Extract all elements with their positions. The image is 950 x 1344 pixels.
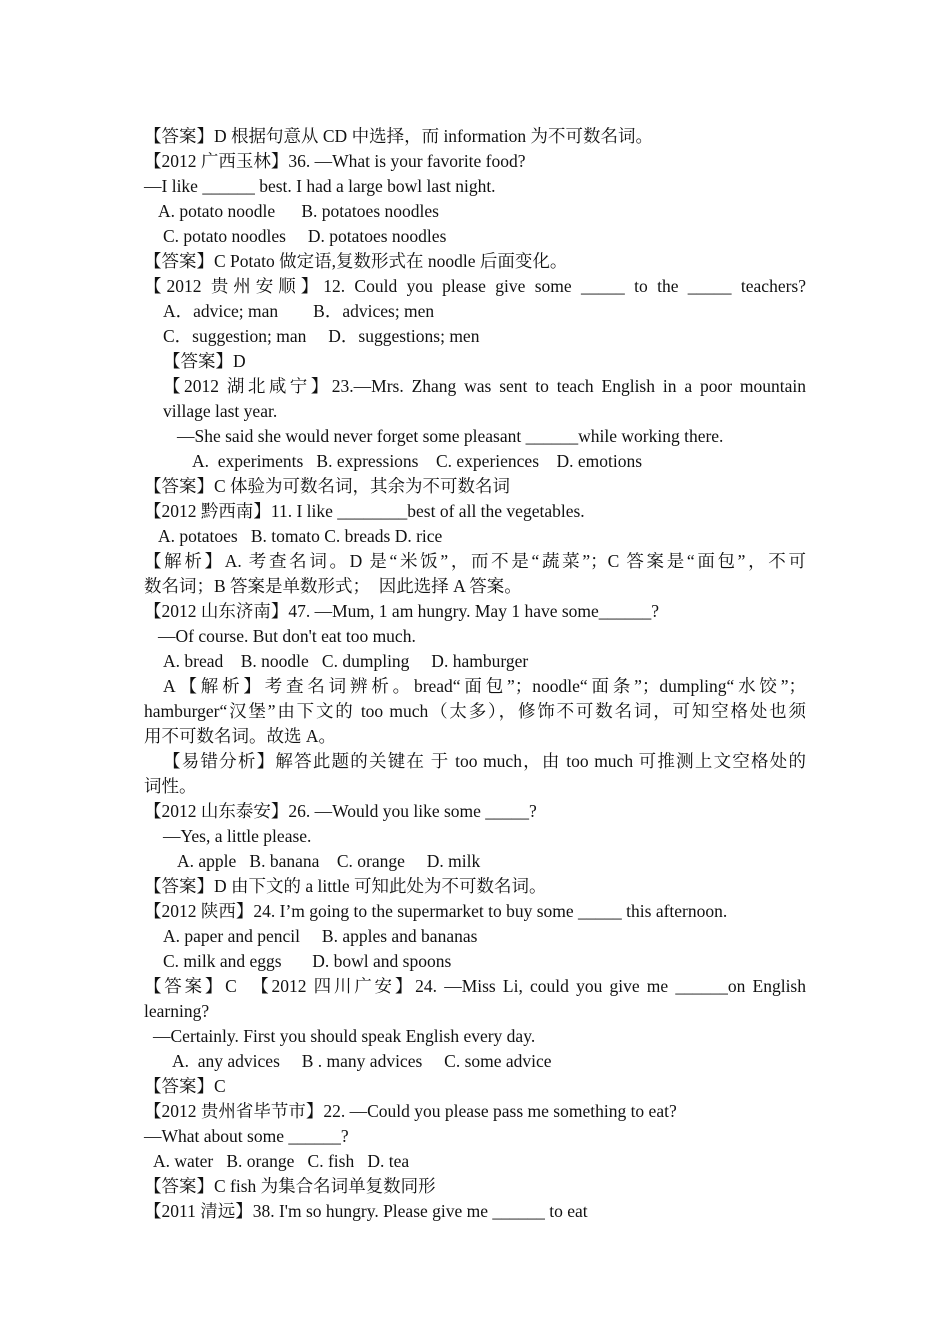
- option-line: C．suggestion; man D．suggestions; men: [163, 326, 480, 346]
- text-line: 【2011 清远】38. I'm so hungry. Please give me ______ to eat: [144, 1201, 588, 1221]
- analysis-line: hamburger“汉堡”由下文的 too much（太多），修饰不可数名词，可知空格处也须: [144, 701, 806, 721]
- text-line: 【2012 山东济南】47. —Mum, 1 am hungry. May 1 have some______?: [144, 601, 660, 621]
- analysis-line: 词性。: [144, 776, 197, 796]
- answer-line: 【答案】D: [163, 351, 246, 371]
- option-line: A. bread B. noodle C. dumpling D. hamburger: [163, 651, 529, 671]
- option-line: C. potato noodles D. potatoes noodles: [163, 226, 447, 246]
- analysis-line: 用不可数名词。故选 A。: [144, 726, 337, 746]
- text-line: —Of course. But don't eat too much.: [158, 626, 416, 646]
- text-line: 【2012 湖北咸宁】23.—Mrs. Zhang was sent to teach English in a poor mountain: [163, 376, 806, 396]
- text-line: 【2012 贵州省毕节市】22. —Could you please pass me something to eat?: [144, 1101, 677, 1121]
- answer-line: 【答案】C: [144, 1076, 226, 1096]
- analysis-line: 【易错分析】解答此题的关键在 于 too much，由 too much 可推测上文空格处的: [163, 751, 806, 771]
- text-line: learning?: [144, 1001, 210, 1021]
- text-line: 【2012 山东泰安】26. —Would you like some _____?: [144, 801, 537, 821]
- option-line: A. any advices B . many advices C. some advice: [172, 1051, 552, 1071]
- text-line: village last year.: [163, 401, 278, 421]
- option-line: A. potato noodle B. potatoes noodles: [158, 201, 439, 221]
- option-line: A．advice; man B．advices; men: [163, 301, 435, 321]
- text-line: —What about some ______?: [144, 1126, 349, 1146]
- answer-line: 【答案】C 体验为可数名词，其余为不可数名词: [144, 476, 511, 496]
- text-line: 【2012 广西玉林】36. —What is your favorite food?: [144, 151, 526, 171]
- analysis-line: 【解析】A. 考查名词。D 是“米饭”，而不是“蔬菜”；C 答案是“面包”，不可: [144, 551, 806, 571]
- text-line: 【答案】D 根据句意从 CD 中选择，而 information 为不可数名词。: [144, 126, 653, 146]
- option-line: A. water B. orange C. fish D. tea: [153, 1151, 410, 1171]
- option-line: A. apple B. banana C. orange D. milk: [177, 851, 481, 871]
- text-line: 【2012 黔西南】11. I like ________best of all the vegetables.: [144, 501, 585, 521]
- option-line: C. milk and eggs D. bowl and spoons: [163, 951, 452, 971]
- analysis-line: 数名词；B 答案是单数形式； 因此选择 A 答案。: [144, 576, 522, 596]
- answer-line: 【答案】D 由下文的 a little 可知此处为不可数名词。: [144, 876, 547, 896]
- answer-line: 【答案】C Potato 做定语,复数形式在 noodle 后面变化。: [144, 251, 568, 271]
- option-line: A. experiments B. expressions C. experiences D. emotions: [192, 451, 643, 471]
- text-line: —Certainly. First you should speak English every day.: [153, 1026, 536, 1046]
- text-line: 【2012 陕西】24. I’m going to the supermarket to buy some _____ this afternoon.: [144, 901, 728, 921]
- answer-line: 【答案】C fish 为集合名词单复数同形: [144, 1176, 436, 1196]
- analysis-line: A【解析】考查名词辨析。bread“面包”；noodle“面条”；dumpling“水饺”；: [163, 676, 806, 696]
- text-line: —Yes, a little please.: [163, 826, 312, 846]
- option-line: A. paper and pencil B. apples and bananas: [163, 926, 478, 946]
- text-line: 【2012 贵州安顺】12. Could you please give some _____ to the _____ teachers?: [144, 276, 806, 296]
- option-line: A. potatoes B. tomato C. breads D. rice: [158, 526, 443, 546]
- text-line: —She said she would never forget some pleasant ______while working there.: [177, 426, 724, 446]
- text-line: 【答案】C 【2012 四川广安】24. —Miss Li, could you give me ______on English: [144, 976, 806, 996]
- text-line: —I like ______ best. I had a large bowl last night.: [144, 176, 496, 196]
